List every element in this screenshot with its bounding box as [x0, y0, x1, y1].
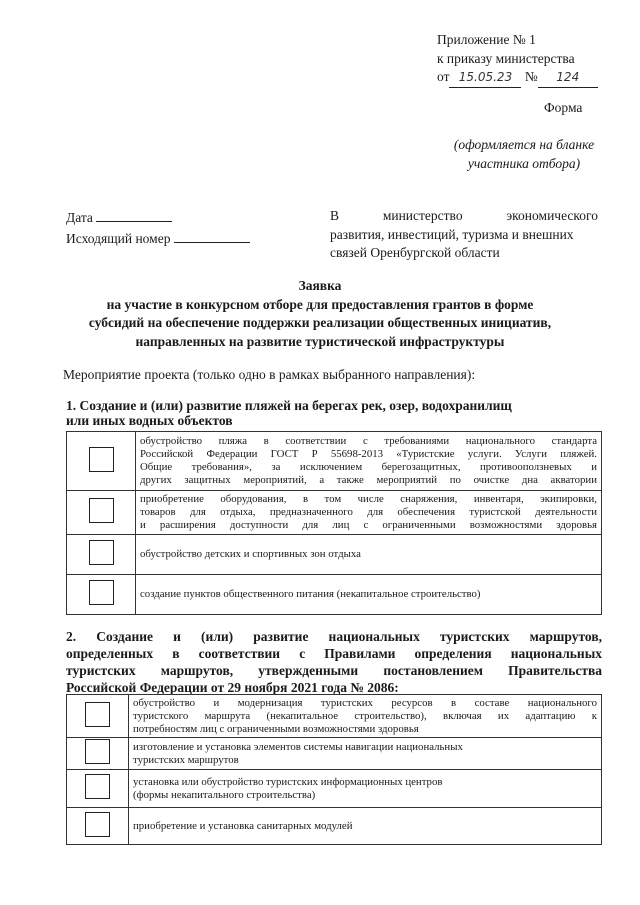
option-line: обустройство детских и спортивных зон отдыха: [140, 548, 361, 560]
section1-title: [66, 396, 606, 430]
option-text-children-sports-zones: [136, 535, 602, 575]
addressee-block: [330, 207, 598, 263]
table-row: [67, 770, 602, 808]
option-text-info-centers: [129, 770, 602, 808]
intro-text: Мероприятие проекта (только одно в рамках выбранного направления):: [63, 367, 476, 382]
option-line: обустройство пляжа в соответствии с требованиями национального стандарта: [140, 435, 597, 447]
date-label: Дата: [66, 210, 93, 225]
table-row: [67, 575, 602, 615]
option-checkbox-sanitary-modules[interactable]: [85, 812, 110, 837]
addressee-word-ministry: министерство: [382, 208, 463, 223]
option-line: и расширения доступности для лиц с ограниченными возможностями здоровья: [140, 519, 597, 531]
table-row: [67, 535, 602, 575]
date-row: [66, 207, 250, 228]
number-sign: №: [524, 69, 538, 84]
order-number: 124: [538, 68, 598, 88]
option-line: изготовление и установка элементов системы навигации национальных: [133, 740, 463, 753]
option-line: товаров для отдыха, предназначенного для обеспечения туристской деятельности: [140, 506, 597, 518]
table-row: [67, 432, 602, 491]
addressee-line3: связей Оренбургской области: [330, 245, 500, 260]
title-line4: направленных на развитие туристической инфраструктуры: [135, 333, 505, 349]
option-line: обустройство и модернизация туристских ресурсов в составе национального: [133, 696, 597, 709]
section2-title-line4: Российской Федерации от 29 ноября 2021 года № 2086:: [66, 680, 399, 695]
section2-title-line1: 2. Создание и (или) развитие национальных туристских маршрутов,: [66, 629, 602, 644]
section1-title-line2: или иных водных объектов: [66, 413, 233, 428]
option-checkbox-navigation-system[interactable]: [85, 739, 110, 764]
title-line2: на участие в конкурсном отборе для предоставления грантов в форме: [106, 296, 534, 312]
section2-options-table: [66, 694, 602, 845]
option-text-equipment-purchase: [136, 491, 602, 535]
option-checkbox-resource-modernization[interactable]: [85, 702, 110, 727]
table-row: [67, 695, 602, 738]
from-prefix: от: [437, 69, 450, 84]
option-checkbox-info-centers[interactable]: [85, 774, 110, 799]
option-line: создание пунктов общественного питания (некапитальное строительство): [140, 588, 481, 600]
option-text-resource-modernization: [129, 695, 602, 738]
outgoing-number-field[interactable]: [174, 228, 250, 243]
section1-options-table: [66, 431, 602, 615]
option-checkbox-catering-points[interactable]: [89, 580, 114, 605]
order-date-line: [437, 68, 598, 88]
option-line: туристских маршрутов: [133, 753, 239, 766]
option-checkbox-children-sports-zones[interactable]: [89, 540, 114, 565]
order-date: 15.05.23: [449, 68, 521, 88]
option-line: (формы некапитального строительства): [133, 788, 316, 801]
outgoing-number-row: [66, 228, 250, 249]
option-text-navigation-system: [129, 738, 602, 770]
table-row: [67, 738, 602, 770]
option-line: потребностям лиц с ограниченными возможностями здоровья: [133, 722, 419, 735]
date-field[interactable]: [96, 207, 172, 222]
outgoing-number-label: Исходящий номер: [66, 230, 171, 246]
table-row: [67, 491, 602, 535]
addressee-line2: развития, инвестиций, туризма и внешних: [330, 226, 574, 242]
option-line: приобретение оборудования, в том числе снаряжения, инвентаря, экипировки,: [140, 493, 597, 505]
form-note-line1: (оформляется на бланке: [453, 137, 595, 152]
section2-title-line2: определенных в соответствии с Правилами определения национальных: [66, 646, 602, 661]
option-line: Российской Федерации ГОСТ Р 55698-2013 «Туристские услуги. Услуги пляжей.: [140, 448, 597, 460]
option-line: других защитных мероприятий, а также мероприятий по очистке дна акватории: [140, 474, 597, 486]
title-line3: субсидий на обеспечение поддержки реализации общественных инициатив,: [88, 315, 552, 330]
option-checkbox-equipment-purchase[interactable]: [89, 498, 114, 523]
title-line1: Заявка: [298, 278, 342, 293]
option-text-catering-points: [136, 575, 602, 615]
addressee-word-economic: экономического: [506, 208, 598, 223]
option-text-beach-arrangement: [136, 432, 602, 491]
option-text-sanitary-modules: [129, 808, 602, 845]
form-note-line2: участника отбора): [467, 155, 581, 171]
order-reference: к приказу министерства: [437, 50, 575, 66]
option-line: приобретение и установка санитарных модулей: [133, 819, 353, 832]
option-line: Общие требования», за исключением берегозащитных, противооползневых и: [140, 461, 597, 473]
appendix-title: Приложение № 1: [437, 32, 536, 47]
form-note: [444, 136, 604, 173]
addressee-line1: [330, 207, 598, 226]
addressee-preposition: В: [330, 208, 340, 223]
option-checkbox-beach-arrangement[interactable]: [89, 447, 114, 472]
section2-title: [66, 628, 602, 696]
section2-title-line3: туристских маршрутов, утвержденными постановлением Правительства: [66, 663, 602, 678]
form-label: Форма: [544, 100, 583, 115]
application-title: [40, 277, 600, 351]
table-row: [67, 808, 602, 845]
option-line: установка или обустройство туристских информационных центров: [133, 775, 443, 788]
section1-title-line1: 1. Создание и (или) развитие пляжей на берегах рек, озер, водохранилищ: [66, 398, 512, 413]
sender-block: [66, 207, 250, 248]
option-line: туристского маршрута (некапитальное строительство), включая их адаптацию к: [133, 709, 597, 722]
appendix-header: [437, 31, 598, 88]
